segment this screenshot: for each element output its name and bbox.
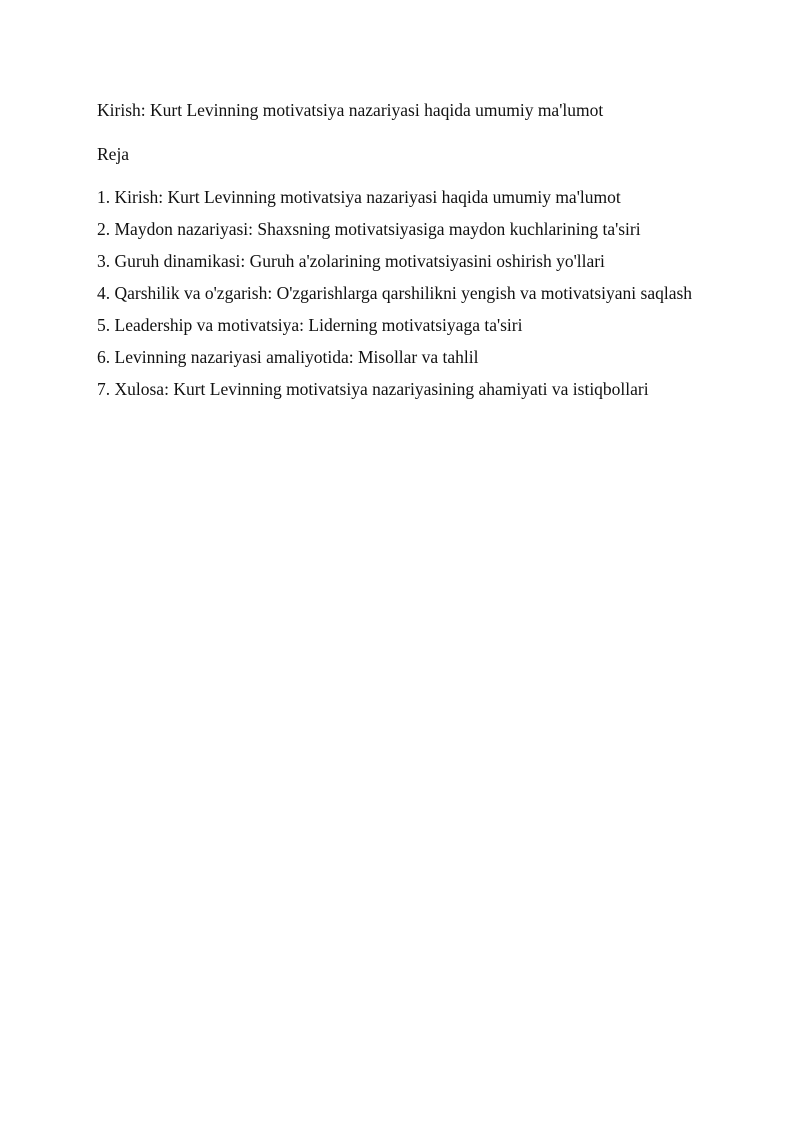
- plan-item-6: 6. Levinning nazariyasi amaliyotida: Misollar va tahlil: [97, 347, 479, 367]
- document-content: [97, 96, 707, 405]
- plan-item-4: 4. Qarshilik va o'zgarish: O'zgarishlarga qarshilikni yengish va motivatsiyani saqlash: [97, 283, 693, 303]
- plan-item-7: 7. Xulosa: Kurt Levinning motivatsiya nazariyasining ahamiyati va istiqbollari: [97, 379, 649, 399]
- plan-list: [97, 181, 707, 405]
- plan-item-2: 2. Maydon nazariyasi: Shaxsning motivatsiyasiga maydon kuchlarining ta'siri: [97, 219, 641, 239]
- document-heading: Kirish: Kurt Levinning motivatsiya nazariyasi haqida umumiy ma'lumot: [97, 100, 604, 120]
- plan-title: Reja: [97, 144, 130, 164]
- plan-item-5: 5. Leadership va motivatsiya: Liderning motivatsiyaga ta'siri: [97, 315, 523, 335]
- plan-item-1: 1. Kirish: Kurt Levinning motivatsiya nazariyasi haqida umumiy ma'lumot: [97, 187, 621, 207]
- plan-item-3: 3. Guruh dinamikasi: Guruh a'zolarining motivatsiyasini oshirish yo'llari: [97, 251, 605, 271]
